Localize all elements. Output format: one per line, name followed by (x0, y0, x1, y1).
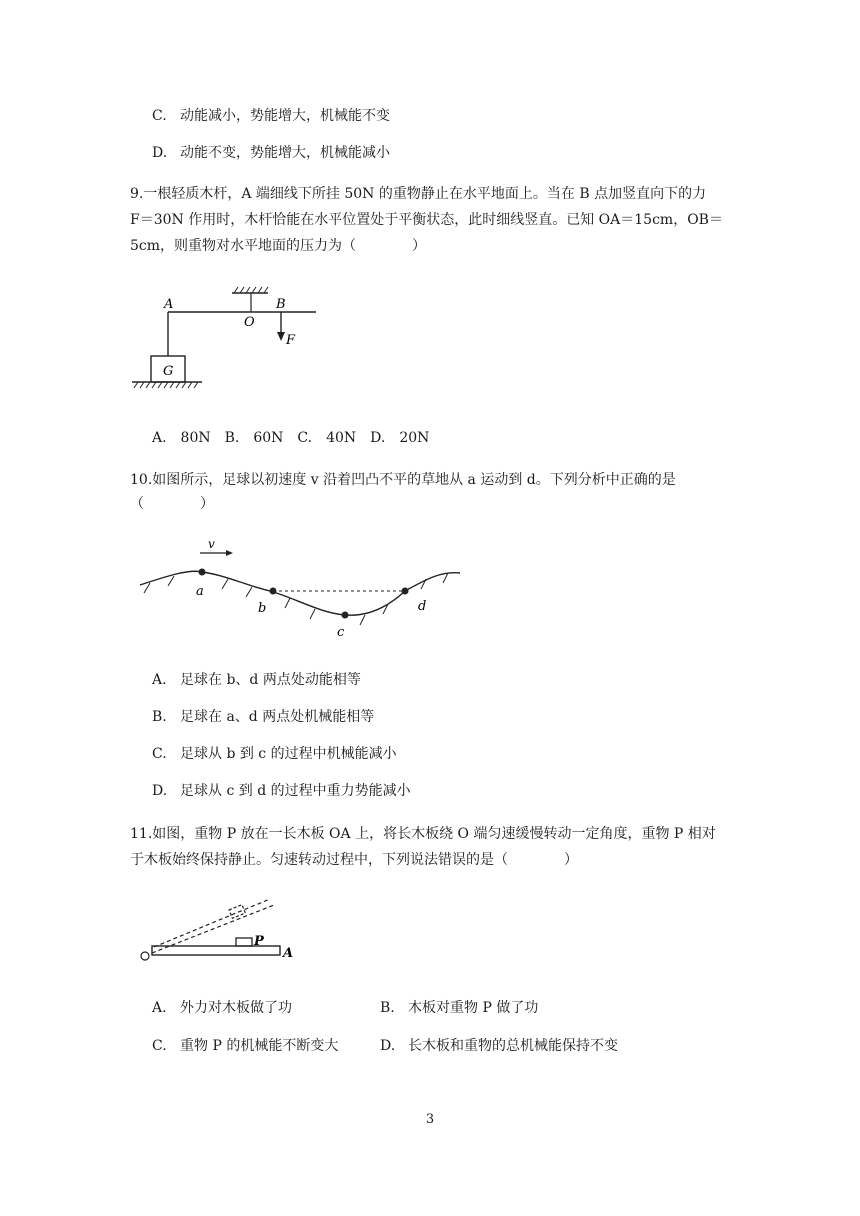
q10-option-d: D. 足球从 c 到 d 的过程中重力势能减小 (152, 783, 411, 799)
label-o: O (244, 315, 255, 330)
q10-stem-line-2: （ ） (130, 496, 214, 512)
q11-option-d: D. 长木板和重物的总机械能保持不变 (380, 1038, 618, 1054)
label-b: b (258, 601, 267, 616)
board-figure (132, 895, 312, 970)
q11-option-c: C. 重物 P 的机械能不断变大 (152, 1038, 339, 1054)
q10-option-b: B. 足球在 a、d 两点处机械能相等 (152, 709, 375, 725)
q9-stem-line-1: 9.一根轻质木杆，A 端细线下所挂 50N 的重物静止在水平地面上。当在 B 点加竖直向下的力 (130, 186, 707, 202)
q8-option-c: C. 动能减小，势能增大，机械能不变 (152, 108, 390, 124)
q9-stem-line-2: F＝30N 作用时，木杆恰能在水平位置处于平衡状态，此时细线竖直。已知 OA＝15cm，OB＝ (130, 212, 723, 228)
label-a: A (283, 946, 294, 961)
label-g: G (163, 364, 174, 379)
q10-option-a: A. 足球在 b、d 两点处动能相等 (152, 672, 361, 688)
label-a: a (196, 584, 204, 599)
label-d: d (418, 599, 427, 614)
label-a: A (164, 297, 174, 312)
q8-option-d: D. 动能不变，势能增大，机械能减小 (152, 145, 390, 161)
q9-stem-line-3: 5cm，则重物对水平地面的压力为（ ） (130, 238, 427, 254)
lever-figure (120, 280, 340, 400)
label-c: c (337, 625, 345, 640)
q10-option-c: C. 足球从 b 到 c 的过程中机械能减小 (152, 746, 397, 762)
label-p: P (254, 934, 264, 949)
q11-stem-line-1: 11.如图，重物 P 放在一长木板 OA 上，将长木板绕 O 端匀速缓慢转动一定角度，重物 P 相对 (130, 826, 716, 842)
page-number: 3 (425, 1112, 435, 1127)
terrain-figure (130, 535, 470, 645)
q9-options: A. 80N B. 60N C. 40N D. 20N (152, 430, 430, 446)
q11-option-a: A. 外力对木板做了功 (152, 1000, 292, 1016)
label-v: v (208, 537, 215, 551)
label-f: F (286, 333, 296, 348)
q11-stem-line-2: 于木板始终保持静止。匀速转动过程中，下列说法错误的是（ ） (130, 852, 578, 868)
label-b: B (276, 297, 286, 312)
q11-option-b: B. 木板对重物 P 做了功 (380, 1000, 539, 1016)
q10-stem-line-1: 10.如图所示，足球以初速度 v 沿着凹凸不平的草地从 a 运动到 d。下列分析中正确的是 (130, 472, 676, 488)
